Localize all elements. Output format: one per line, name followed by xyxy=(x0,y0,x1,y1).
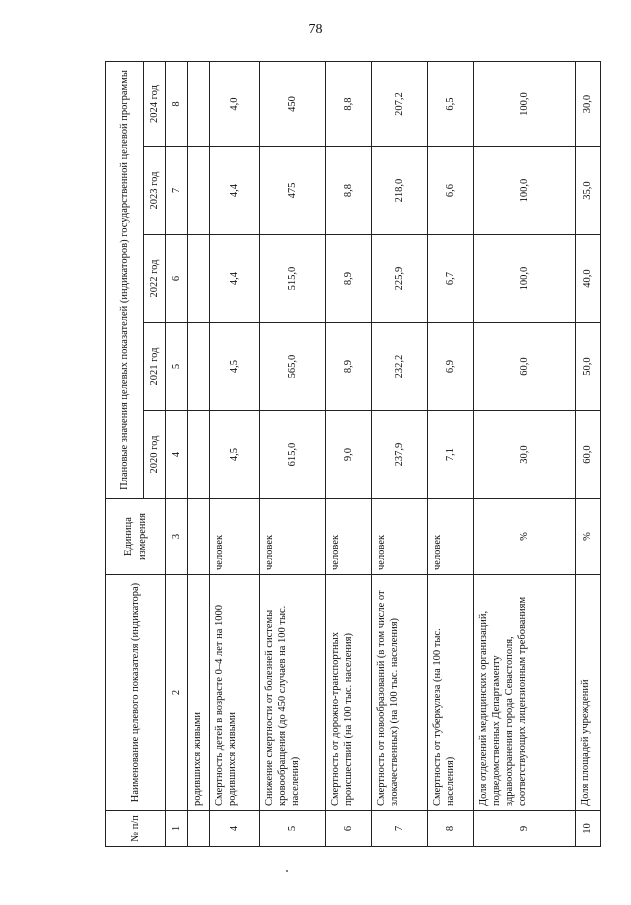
row-value: 7,1 xyxy=(428,411,474,499)
row-indicator-name: Смертность детей в возрасте 0–4 лет на 1000 родившихся живыми xyxy=(210,575,260,811)
scan-speck xyxy=(286,870,288,872)
header-year: 2024 год xyxy=(144,61,166,146)
index-cell: 5 xyxy=(166,323,188,411)
row-value: 30,0 xyxy=(576,61,601,146)
row-value: 8,8 xyxy=(326,147,372,235)
header-planned-values: Плановые значения целевых показателей (индикаторов) государственной целевой программы xyxy=(106,61,144,498)
row-value: 100,0 xyxy=(474,61,576,146)
row-number: 6 xyxy=(326,811,372,847)
index-cell: 3 xyxy=(166,499,188,575)
header-number: № п/п xyxy=(106,811,166,847)
rotated-table-frame xyxy=(105,62,600,847)
row-value: 4,5 xyxy=(210,323,260,411)
row-value: 60,0 xyxy=(474,323,576,411)
row-unit: человек xyxy=(372,499,428,575)
row-value: 237,9 xyxy=(372,411,428,499)
table-row xyxy=(576,61,601,846)
row-number: 10 xyxy=(576,811,601,847)
row-value: 35,0 xyxy=(576,147,601,235)
row-value: 218,0 xyxy=(372,147,428,235)
row-value: 6,9 xyxy=(428,323,474,411)
row-value: 9,0 xyxy=(326,411,372,499)
empty-cell xyxy=(188,499,210,575)
row-value: 100,0 xyxy=(474,235,576,323)
empty-cell xyxy=(188,61,210,146)
row-number: 5 xyxy=(260,811,326,847)
index-cell: 7 xyxy=(166,147,188,235)
row-value: 4,4 xyxy=(210,235,260,323)
row-unit: % xyxy=(576,499,601,575)
row-value: 8,9 xyxy=(326,235,372,323)
header-indicator-name: Наименование целевого показателя (индикатора) xyxy=(106,575,166,811)
row-value: 4,4 xyxy=(210,147,260,235)
row-value: 8,9 xyxy=(326,323,372,411)
index-cell: 2 xyxy=(166,575,188,811)
row-number: 7 xyxy=(372,811,428,847)
row-value: 232,2 xyxy=(372,323,428,411)
table-row xyxy=(428,61,474,846)
table-row xyxy=(326,61,372,846)
table-row xyxy=(210,61,260,846)
row-indicator-name: Доля площадей учреждений xyxy=(576,575,601,811)
row-unit: человек xyxy=(326,499,372,575)
row-number: 9 xyxy=(474,811,576,847)
row-indicator-name: Снижение смертности от болезней системы кровообращения (до 450 случаев на 100 тыс. населения) xyxy=(260,575,326,811)
row-indicator-name: Смертность от дорожно-транспортных происшествий (на 100 тыс. населения) xyxy=(326,575,372,811)
row-value: 8,8 xyxy=(326,61,372,146)
row-value: 450 xyxy=(260,61,326,146)
index-cell: 8 xyxy=(166,61,188,146)
row-value: 50,0 xyxy=(576,323,601,411)
header-year: 2021 год xyxy=(144,323,166,411)
row-value: 6,6 xyxy=(428,147,474,235)
row-indicator-name: Смертность от туберкулеза (на 100 тыс. населения) xyxy=(428,575,474,811)
continuation-text: родившихся живыми xyxy=(188,575,210,811)
empty-cell xyxy=(188,147,210,235)
row-indicator-name: Смертность от новообразований (в том числе от злокачественных) (на 100 тыс. населения) xyxy=(372,575,428,811)
table-row xyxy=(372,61,428,846)
row-value: 60,0 xyxy=(576,411,601,499)
indicators-table xyxy=(105,61,601,847)
row-value: 515,0 xyxy=(260,235,326,323)
header-year: 2023 год xyxy=(144,147,166,235)
index-cell: 4 xyxy=(166,411,188,499)
row-value: 225,9 xyxy=(372,235,428,323)
row-value: 4,0 xyxy=(210,61,260,146)
header-unit: Единица измерения xyxy=(106,499,166,575)
row-value: 40,0 xyxy=(576,235,601,323)
row-value: 30,0 xyxy=(474,411,576,499)
header-year: 2022 год xyxy=(144,235,166,323)
row-value: 100,0 xyxy=(474,147,576,235)
row-value: 4,5 xyxy=(210,411,260,499)
row-number: 8 xyxy=(428,811,474,847)
header-year: 2020 год xyxy=(144,411,166,499)
row-value: 565,0 xyxy=(260,323,326,411)
empty-cell xyxy=(188,811,210,847)
row-unit: человек xyxy=(260,499,326,575)
row-value: 207,2 xyxy=(372,61,428,146)
row-indicator-name: Доля отделений медицинских организаций, подведомственных Департаменту здравоохранения города Севастополя, соответствующих лицензионным требованиям xyxy=(474,575,576,811)
row-value: 6,5 xyxy=(428,61,474,146)
rotated-table-area xyxy=(105,62,600,847)
row-unit: человек xyxy=(210,499,260,575)
continuation-row xyxy=(188,61,210,846)
empty-cell xyxy=(188,323,210,411)
empty-cell xyxy=(188,411,210,499)
index-cell: 6 xyxy=(166,235,188,323)
header-row-top xyxy=(106,61,144,846)
table-row xyxy=(260,61,326,846)
index-row xyxy=(166,61,188,846)
row-value: 6,7 xyxy=(428,235,474,323)
row-unit: % xyxy=(474,499,576,575)
row-unit: человек xyxy=(428,499,474,575)
table-row xyxy=(474,61,576,846)
index-cell: 1 xyxy=(166,811,188,847)
row-value: 615,0 xyxy=(260,411,326,499)
row-value: 475 xyxy=(260,147,326,235)
row-number: 4 xyxy=(210,811,260,847)
page-number: 78 xyxy=(308,22,323,37)
empty-cell xyxy=(188,235,210,323)
